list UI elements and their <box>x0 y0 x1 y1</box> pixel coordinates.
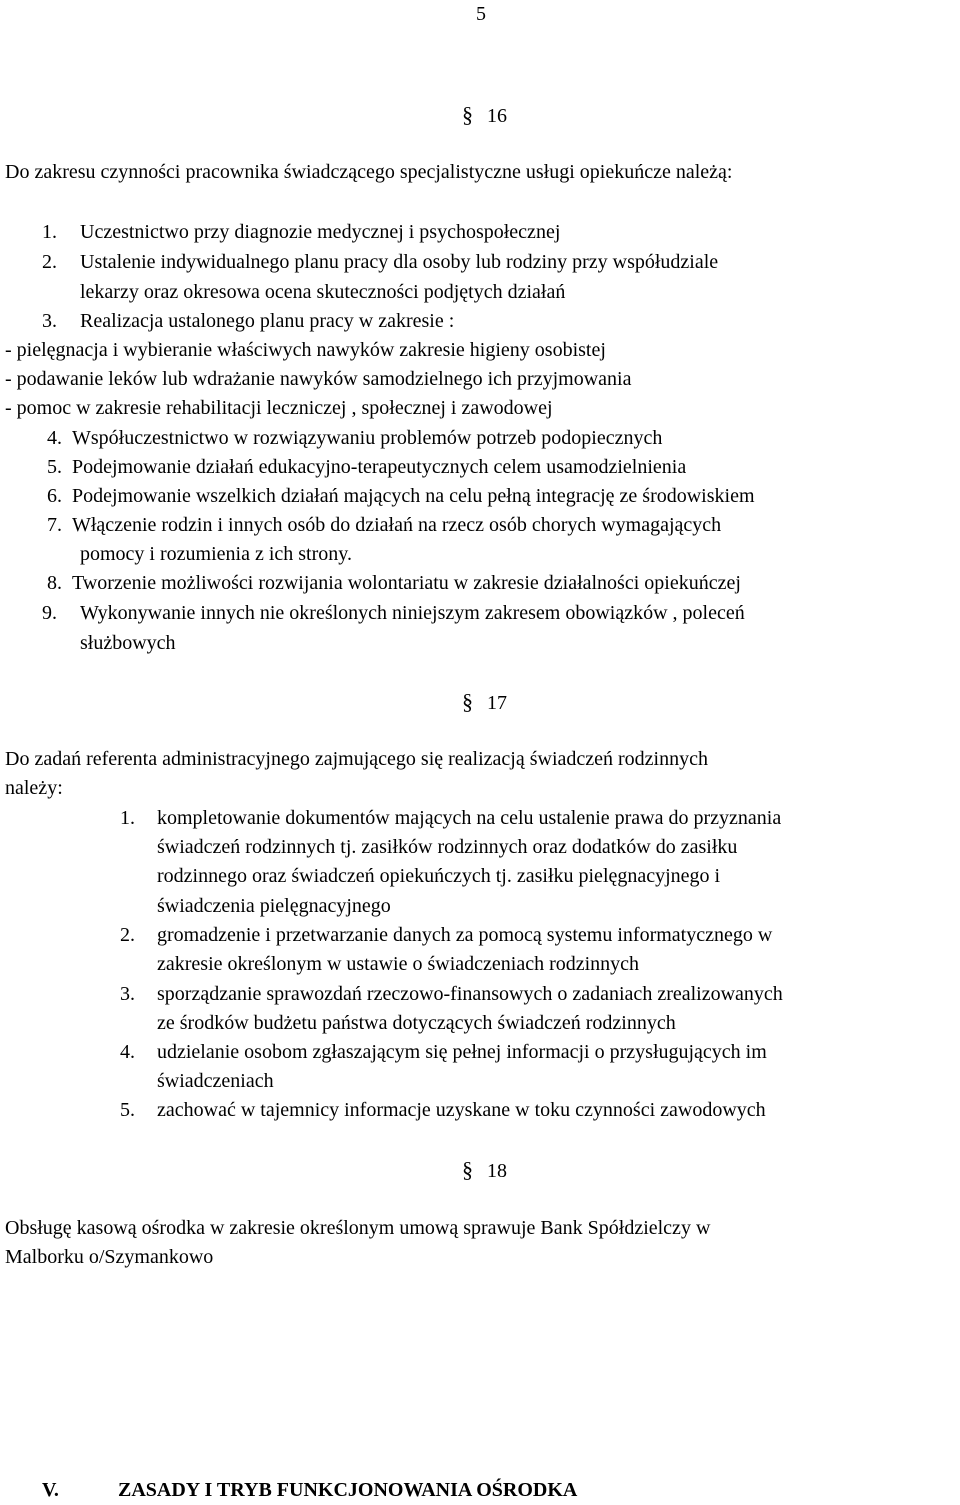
section-number: 17 <box>487 692 507 714</box>
list-item-2: 2. <box>42 251 57 273</box>
list-item-text: świadczeniach <box>157 1070 274 1092</box>
section-symbol: § <box>462 1157 473 1182</box>
chapter-number: V. <box>42 1479 59 1501</box>
list-item-text: służbowych <box>80 632 176 654</box>
list-item-4: 4. <box>47 427 62 449</box>
list-item-text: lekarzy oraz okresowa ocena skuteczności podjętych działań <box>80 281 566 303</box>
list-item-text: zachować w tajemnicy informacje uzyskane w toku czynności zawodowych <box>157 1099 766 1121</box>
section-16-intro: Do zakresu czynności pracownika świadczącego specjalistyczne usługi opiekuńcze należą: <box>5 161 733 183</box>
section-symbol: § <box>462 689 473 714</box>
list-item-text: Realizacja ustalonego planu pracy w zakresie : <box>80 310 455 332</box>
dash-item: - pomoc w zakresie rehabilitacji leczniczej , społecznej i zawodowej <box>5 397 553 419</box>
list-item-2: 2. <box>120 924 135 946</box>
list-item-text: Tworzenie możliwości rozwijania wolontariatu w zakresie działalności opiekuńczej <box>72 572 741 594</box>
list-item-3: 3. <box>120 983 135 1005</box>
list-item-text: Współuczestnictwo w rozwiązywaniu problemów potrzeb podopiecznych <box>72 427 663 449</box>
dash-item: - pielęgnacja i wybieranie właściwych nawyków zakresie higieny osobistej <box>5 339 606 361</box>
list-item-text: Włączenie rodzin i innych osób do działań na rzecz osób chorych wymagających <box>72 514 722 536</box>
section-number: 16 <box>487 105 507 127</box>
list-item-3: 3. <box>42 310 57 332</box>
list-item-8: 8. <box>47 572 62 594</box>
chapter-title: ZASADY I TRYB FUNKCJONOWANIA OŚRODKA <box>118 1479 578 1501</box>
list-item-text: Podejmowanie wszelkich działań mających na celu pełną integrację ze środowiskiem <box>72 485 755 507</box>
section-16-heading <box>462 100 507 131</box>
list-item-text: Ustalenie indywidualnego planu pracy dla osoby lub rodziny przy współudziale <box>80 251 719 273</box>
list-item-text: rodzinnego oraz świadczeń opiekuńczych tj. zasiłku pielęgnacyjnego i <box>157 865 721 887</box>
list-item-1: 1. <box>120 807 135 829</box>
list-item-text: Wykonywanie innych nie określonych niniejszym zakresem obowiązków , poleceń <box>80 602 745 624</box>
section-17-intro: Do zadań referenta administracyjnego zajmującego się realizacją świadczeń rodzinnych <box>5 748 708 770</box>
list-item-text: sporządzanie sprawozdań rzeczowo-finansowych o zadaniach zrealizowanych <box>157 983 783 1005</box>
list-item-text: gromadzenie i przetwarzanie danych za pomocą systemu informatycznego w <box>157 924 773 946</box>
section-17-heading <box>462 687 507 718</box>
list-item-text: zakresie określonym w ustawie o świadczeniach rodzinnych <box>157 953 640 975</box>
list-item-text: pomocy i rozumienia z ich strony. <box>80 543 352 565</box>
section-18-heading <box>462 1155 507 1186</box>
list-item-text: ze środków budżetu państwa dotyczących świadczeń rodzinnych <box>157 1012 676 1034</box>
section-17-intro: należy: <box>5 777 63 799</box>
section-18-text: Obsługę kasową ośrodka w zakresie określonym umową sprawuje Bank Spółdzielczy w <box>5 1217 711 1239</box>
section-number: 18 <box>487 1160 507 1182</box>
list-item-text: Uczestnictwo przy diagnozie medycznej i psychospołecznej <box>80 221 561 243</box>
section-symbol: § <box>462 102 473 127</box>
list-item-6: 6. <box>47 485 62 507</box>
list-item-5: 5. <box>47 456 62 478</box>
list-item-text: udzielanie osobom zgłaszającym się pełnej informacji o przysługujących im <box>157 1041 767 1063</box>
list-item-4: 4. <box>120 1041 135 1063</box>
list-item-7: 7. <box>47 514 62 536</box>
page-number: 5 <box>476 3 486 25</box>
list-item-5: 5. <box>120 1099 135 1121</box>
list-item-text: kompletowanie dokumentów mających na celu ustalenie prawa do przyznania <box>157 807 782 829</box>
list-item-text: Podejmowanie działań edukacyjno-terapeutycznych celem usamodzielnienia <box>72 456 687 478</box>
list-item-text: świadczenia pielęgnacyjnego <box>157 895 391 917</box>
section-18-text: Malborku o/Szymankowo <box>5 1246 214 1268</box>
list-item-9: 9. <box>42 602 57 624</box>
list-item-text: świadczeń rodzinnych tj. zasiłków rodzinnych oraz dodatków do zasiłku <box>157 836 738 858</box>
dash-item: - podawanie leków lub wdrażanie nawyków samodzielnego ich przyjmowania <box>5 368 632 390</box>
list-item-1: 1. <box>42 221 57 243</box>
